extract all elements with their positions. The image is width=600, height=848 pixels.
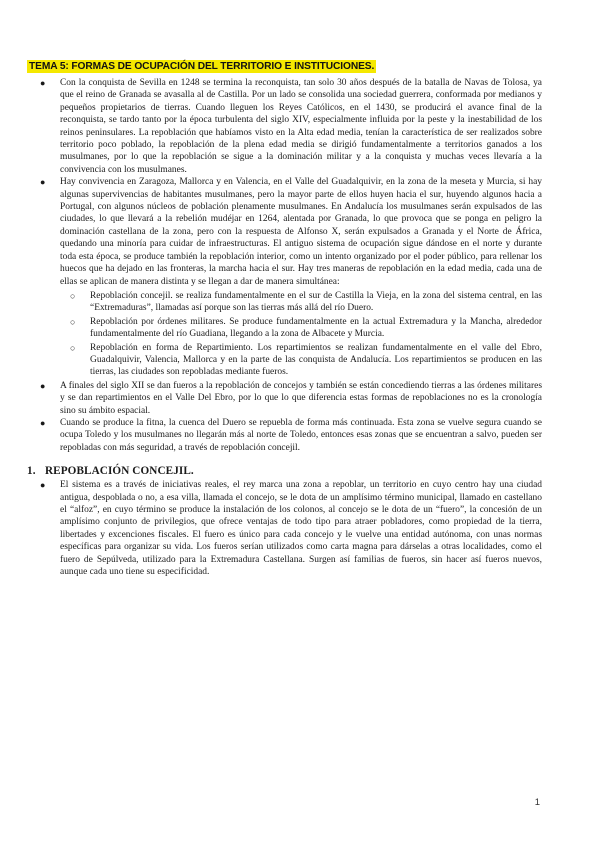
page-number: 1	[534, 797, 540, 808]
sub-item	[70, 342, 542, 379]
bullet-icon: ●	[40, 380, 46, 391]
bullet-icon: ●	[40, 177, 46, 188]
bullet-list	[40, 77, 542, 454]
sub-item-text: Repoblación por órdenes militares. Se produce fundamentalmente en la actual Extremadura y la Mancha, alrededor fundamentalmente del río Guadiana, llegando a la zona de Albacete y Murcia.	[90, 316, 542, 340]
bullet-text: A finales del siglo XII se dan fueros a la repoblación de concejos y también se están concediendo tierras a las órdenes militares y se dan repartimientos en el Valle Del Ebro, por lo que lo que diferencia estas formas de repoblaciones no es la cronología sino su ámbito espacial.	[60, 380, 542, 416]
sub-item	[70, 290, 542, 315]
bullet-text: Hay convivencia en Zaragoza, Mallorca y en Valencia, en el Valle del Guadalquivir, en la zona de la meseta y Murcia, si hay algunas supervivencias de habitantes musulmanes, pero la mayor parte de ellos huyen hacia el sur, huyendo algunos hacia a Portugal, con algunos núcleos de población plenamente musulmanes. En Andalucía los musulmanes serán expulsados de las ciudades, lo que llevará a la rebelión mudéjar en 1264, alentada por Granada, lo que provoca que se ponga en peligro la dominación castellana de la zona, pero con la respuesta de Alfonso X, serán expulsados a Granada y el Norte de África, quedando una minoría para cuidar de infraestructuras. El antiguo sistema de ocupación sigue dándose en el norte y durante toda esta época, se produce también la repoblación interior, como un intento organizado por el poder público, para rellenar los huecos que ha dejado en las fronteras, la marcha hacia el sur. Hay tres maneras de repoblación en la edad media, cada una de ellas se aplican de manera distinta y se llegan a dar de manera simultánea:	[60, 177, 542, 287]
bullet-item	[40, 479, 542, 578]
bullet-icon: ●	[40, 78, 46, 88]
circle-bullet-icon: ○	[70, 316, 76, 327]
sub-item	[70, 316, 542, 341]
section-bullet-list	[40, 479, 542, 578]
bullet-item	[40, 380, 542, 417]
section-title: REPOBLACIÓN CONCEJIL.	[45, 465, 194, 478]
sub-list	[60, 290, 542, 379]
circle-bullet-icon: ○	[70, 342, 76, 353]
bullet-text: Con la conquista de Sevilla en 1248 se termina la reconquista, tan solo 30 años después de la batalla de Navas de Tolosa, ya que el reino de Granada se avasalla al de Castilla. Por un lado se consolida una sociedad guerrera, conformada por medianos y pequeños propietarios de tierras. Cuando lleguen los Reyes Católicos, en el 1430, se producirá el avance final de la reconquista, se tardo tanto por la época turbulenta del siglo XIV, especialmente influida por la peste y la inestabilidad de los reinos peninsulares. La repoblación que habíamos visto en la Alta edad media, tenían la característica de ser realizados sobre territorio poco poblado, la repoblación de la plena edad media se dirigió fundamentalmente a territorios ganados a los musulmanes, por lo que la repoblación se sigue a la dominación militar y a la conquista y muchas veces llevaría a la convivencia con los musulmanes.	[60, 78, 542, 175]
sub-item-text: Repoblación concejil. se realiza fundamentalmente en el sur de Castilla la Vieja, en la zona del sistema central, en las “Extremaduras”, llamadas así porque son las tierras más allá del río Duero.	[90, 290, 542, 314]
bullet-icon: ●	[40, 417, 46, 428]
document-title: TEMA 5: FORMAS DE OCUPACIÓN DEL TERRITORIO E INSTITUCIONES.	[29, 61, 375, 72]
section-heading	[27, 465, 542, 477]
bullet-item	[40, 417, 542, 454]
bullet-text: Cuando se produce la fitna, la cuenca del Duero se repuebla de forma más continuada. Esta zona se vuelve segura cuando se ocupa Toledo y los musulmanes no llegarán más al norte de Toledo, entonces esas zonas que se encuentran a salvo, pueden ser repobladas con más seguridad, a través de repoblación concejil.	[60, 417, 542, 453]
bullet-text: El sistema es a través de iniciativas reales, el rey marca una zona a repoblar, un territorio en cuyo centro hay una ciudad antigua, despoblada o no, a esa villa, llamada el concejo, se le dota de un amplísimo término municipal, llamado en castellano el “alfoz”, en cuyo término se produce la instalación de los colonos, al concejo se le dota de un “fuero”, la concesión de un amplísimo conjunto de privilegios, que ofrece ventajas de todo tipo para atraer pobladores, como propiedad de la tierra, libertades y excenciones fiscales. El fuero es único para cada concejo y le vuelve una entidad autónoma, con unas normas específicas para organizar su vida. Los fueros serían utilizados como carta magna para dárselas a otras localidades, como el fuero de Sepúlveda, utilizado para la Extremadura Castellana. Surgen así familias de fueros, sin hacer así fueros nuevos, aunque cada uno tiene su especificidad.	[60, 480, 542, 578]
bullet-item	[40, 77, 542, 176]
circle-bullet-icon: ○	[70, 290, 76, 301]
bullet-item	[40, 176, 542, 379]
sub-item-text: Repoblación en forma de Repartimiento. Los repartimientos se realizan fundamentalmente en el valle del Ebro, Guadalquivir, Valencia, Mallorca y en la parte de las conquista de Andalucía. Los repartimientos se producen en las tierras, las ciudades son repobladas mediante fueros.	[90, 342, 542, 378]
section-number: 1.	[27, 465, 36, 478]
bullet-icon: ●	[40, 480, 46, 491]
